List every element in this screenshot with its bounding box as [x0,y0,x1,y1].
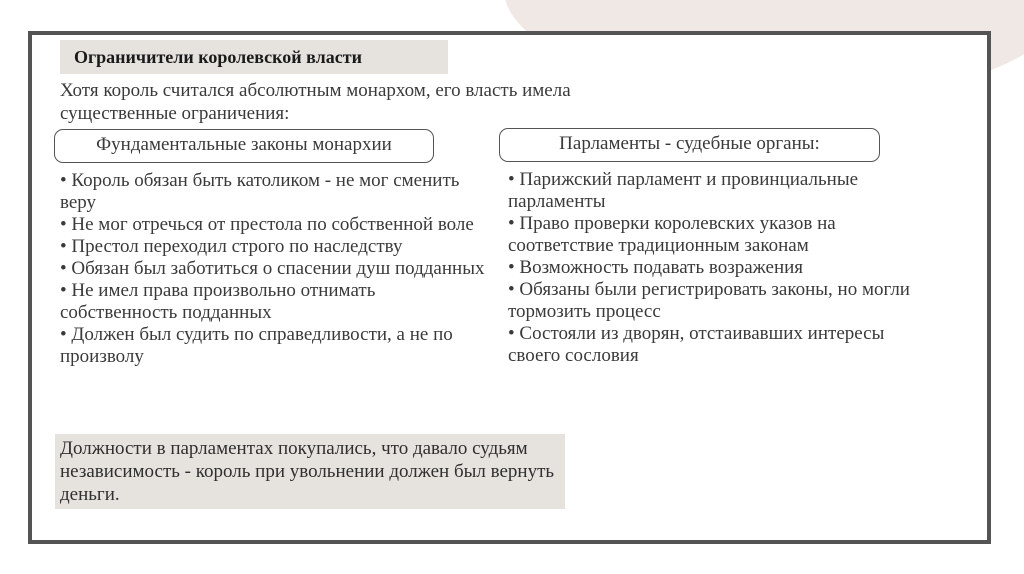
list-item: • Право проверки королевских указов на соответствие традиционным законам [508,213,836,256]
slide-title: Ограничители королевской власти [60,40,448,74]
list-item: • Возможность подавать возражения [508,257,804,278]
right-list [508,169,928,367]
list-item: • Должен был судить по справедливости, а не по произволу [60,324,453,367]
list-item: • Состояли из дворян, отстаивавших интересы своего сословия [508,323,885,366]
left-list [60,170,490,368]
right-heading: Парламенты - судебные органы: [499,128,880,162]
list-item: • Обязан был заботиться о спасении душ подданных [60,258,485,279]
list-item: • Обязаны были регистрировать законы, но могли тормозить процесс [508,279,910,322]
intro-text: Хотя король считался абсолютным монархом, его власть имела существенные ограничения: [60,80,571,124]
list-item: • Король обязан быть католиком - не мог сменить веру [60,170,460,213]
note-box: Должности в парламентах покупались, что давало судьям независимость - король при увольнении должен был вернуть деньги. [55,434,565,509]
left-heading: Фундаментальные законы монархии [54,129,434,163]
list-item: • Не мог отречься от престола по собственной воле [60,214,474,235]
list-item: • Не имел права произвольно отнимать собственность подданных [60,280,376,323]
list-item: • Престол переходил строго по наследству [60,236,403,257]
list-item: • Парижский парламент и провинциальные парламенты [508,169,859,212]
